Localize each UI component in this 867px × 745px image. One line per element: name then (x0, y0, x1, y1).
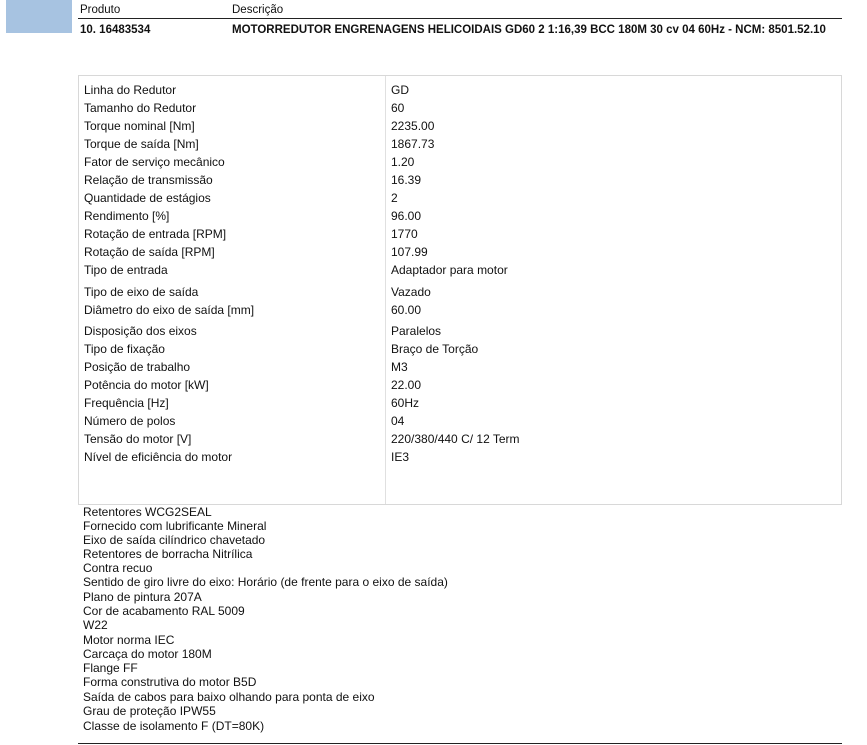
spec-value: 107.99 (391, 245, 428, 259)
note-line: Cor de acabamento RAL 5009 (83, 604, 245, 618)
spec-label: Posição de trabalho (84, 360, 191, 374)
spec-value: Adaptador para motor (391, 263, 508, 277)
header-color-block (6, 0, 72, 33)
bottom-rule (78, 743, 842, 744)
spec-value: Braço de Torção (391, 342, 479, 356)
spec-row (79, 322, 841, 340)
spec-label: Tensão do motor [V] (84, 432, 192, 446)
produto-column-label: Produto (80, 4, 121, 16)
note-line: Plano de pintura 207A (83, 590, 202, 604)
spec-label: Fator de serviço mecânico (84, 155, 225, 169)
spec-row (79, 243, 841, 261)
spec-row (79, 207, 841, 225)
note-line: Saída de cabos para baixo olhando para ponta de eixo (83, 690, 375, 704)
note-line: Retentores WCG2SEAL (83, 505, 212, 519)
note-line: Contra recuo (83, 561, 153, 575)
note-line: Classe de isolamento F (DT=80K) (83, 719, 265, 733)
spec-label: Diâmetro do eixo de saída [mm] (84, 303, 255, 317)
spec-row (79, 412, 841, 430)
spec-value: Vazado (391, 285, 431, 299)
spec-row (79, 135, 841, 153)
spec-value: 60Hz (391, 396, 420, 410)
spec-label: Potência do motor [kW] (84, 378, 209, 392)
spec-value: 60.00 (391, 303, 422, 317)
note-line: Forma construtiva do motor B5D (83, 675, 257, 689)
spec-row (79, 430, 841, 448)
spec-value: 1770 (391, 227, 418, 241)
note-line: Grau de proteção IPW55 (83, 704, 216, 718)
header-values-row (78, 19, 842, 53)
spec-label: Linha do Redutor (84, 83, 177, 97)
spec-label: Disposição dos eixos (84, 324, 197, 338)
specifications-table (78, 75, 842, 505)
spec-value: 1.20 (391, 155, 415, 169)
spec-label: Tipo de fixação (84, 342, 165, 356)
spec-row (79, 117, 841, 135)
note-line: Flange FF (83, 661, 138, 675)
spec-row (79, 189, 841, 207)
product-description: MOTORREDUTOR ENGRENAGENS HELICOIDAIS GD60 2 1:16,39 BCC 180M 30 cv 04 60Hz - NCM: 8501.52.10 (232, 24, 826, 36)
features-notes (78, 505, 842, 742)
spec-label: Torque nominal [Nm] (84, 119, 195, 133)
spec-row (79, 153, 841, 171)
spec-label: Nível de eficiência do motor (84, 450, 233, 464)
spec-label: Tipo de entrada (84, 263, 168, 277)
spec-label: Tipo de eixo de saída (84, 285, 199, 299)
header-labels-row (78, 0, 842, 19)
spec-value: 1867.73 (391, 137, 435, 151)
spec-value: 220/380/440 C/ 12 Term (391, 432, 520, 446)
spec-row (79, 340, 841, 358)
note-line: Retentores de borracha Nitrílica (83, 547, 253, 561)
spec-value: IE3 (391, 450, 410, 464)
spec-label: Tamanho do Redutor (84, 101, 197, 115)
descricao-column-label: Descrição (232, 4, 284, 16)
spec-row (79, 99, 841, 117)
spec-label: Quantidade de estágios (84, 191, 211, 205)
spec-row (79, 171, 841, 189)
spec-value: 2235.00 (391, 119, 435, 133)
note-line: Motor norma IEC (83, 633, 175, 647)
spec-label: Rotação de saída [RPM] (84, 245, 215, 259)
spec-label: Relação de transmissão (84, 173, 213, 187)
product-code: 10. 16483534 (80, 24, 151, 36)
spec-label: Frequência [Hz] (84, 396, 169, 410)
note-line: Carcaça do motor 180M (83, 647, 212, 661)
spec-value: M3 (391, 360, 408, 374)
spec-value: 60 (391, 101, 405, 115)
spec-value: Paralelos (391, 324, 442, 338)
spec-row (79, 448, 841, 466)
spec-row (79, 261, 841, 279)
spec-row (79, 283, 841, 301)
spec-row (79, 81, 841, 99)
spec-label: Rotação de entrada [RPM] (84, 227, 227, 241)
spec-value: 96.00 (391, 209, 422, 223)
spec-label: Número de polos (84, 414, 176, 428)
spec-row (79, 376, 841, 394)
note-line: Eixo de saída cilíndrico chavetado (83, 533, 266, 547)
spec-value: GD (391, 83, 409, 97)
spec-value: 22.00 (391, 378, 422, 392)
spec-label: Torque de saída [Nm] (84, 137, 199, 151)
spec-row (79, 394, 841, 412)
spec-value: 04 (391, 414, 405, 428)
spec-value: 16.39 (391, 173, 422, 187)
spec-row (79, 301, 841, 319)
spec-value: 2 (391, 191, 398, 205)
spec-row (79, 358, 841, 376)
note-line: Fornecido com lubrificante Mineral (83, 519, 267, 533)
note-line: Sentido de giro livre do eixo: Horário (de frente para o eixo de saída) (83, 575, 448, 589)
product-header (78, 0, 842, 53)
spec-row (79, 225, 841, 243)
note-line: W22 (83, 618, 108, 632)
spec-label: Rendimento [%] (84, 209, 170, 223)
